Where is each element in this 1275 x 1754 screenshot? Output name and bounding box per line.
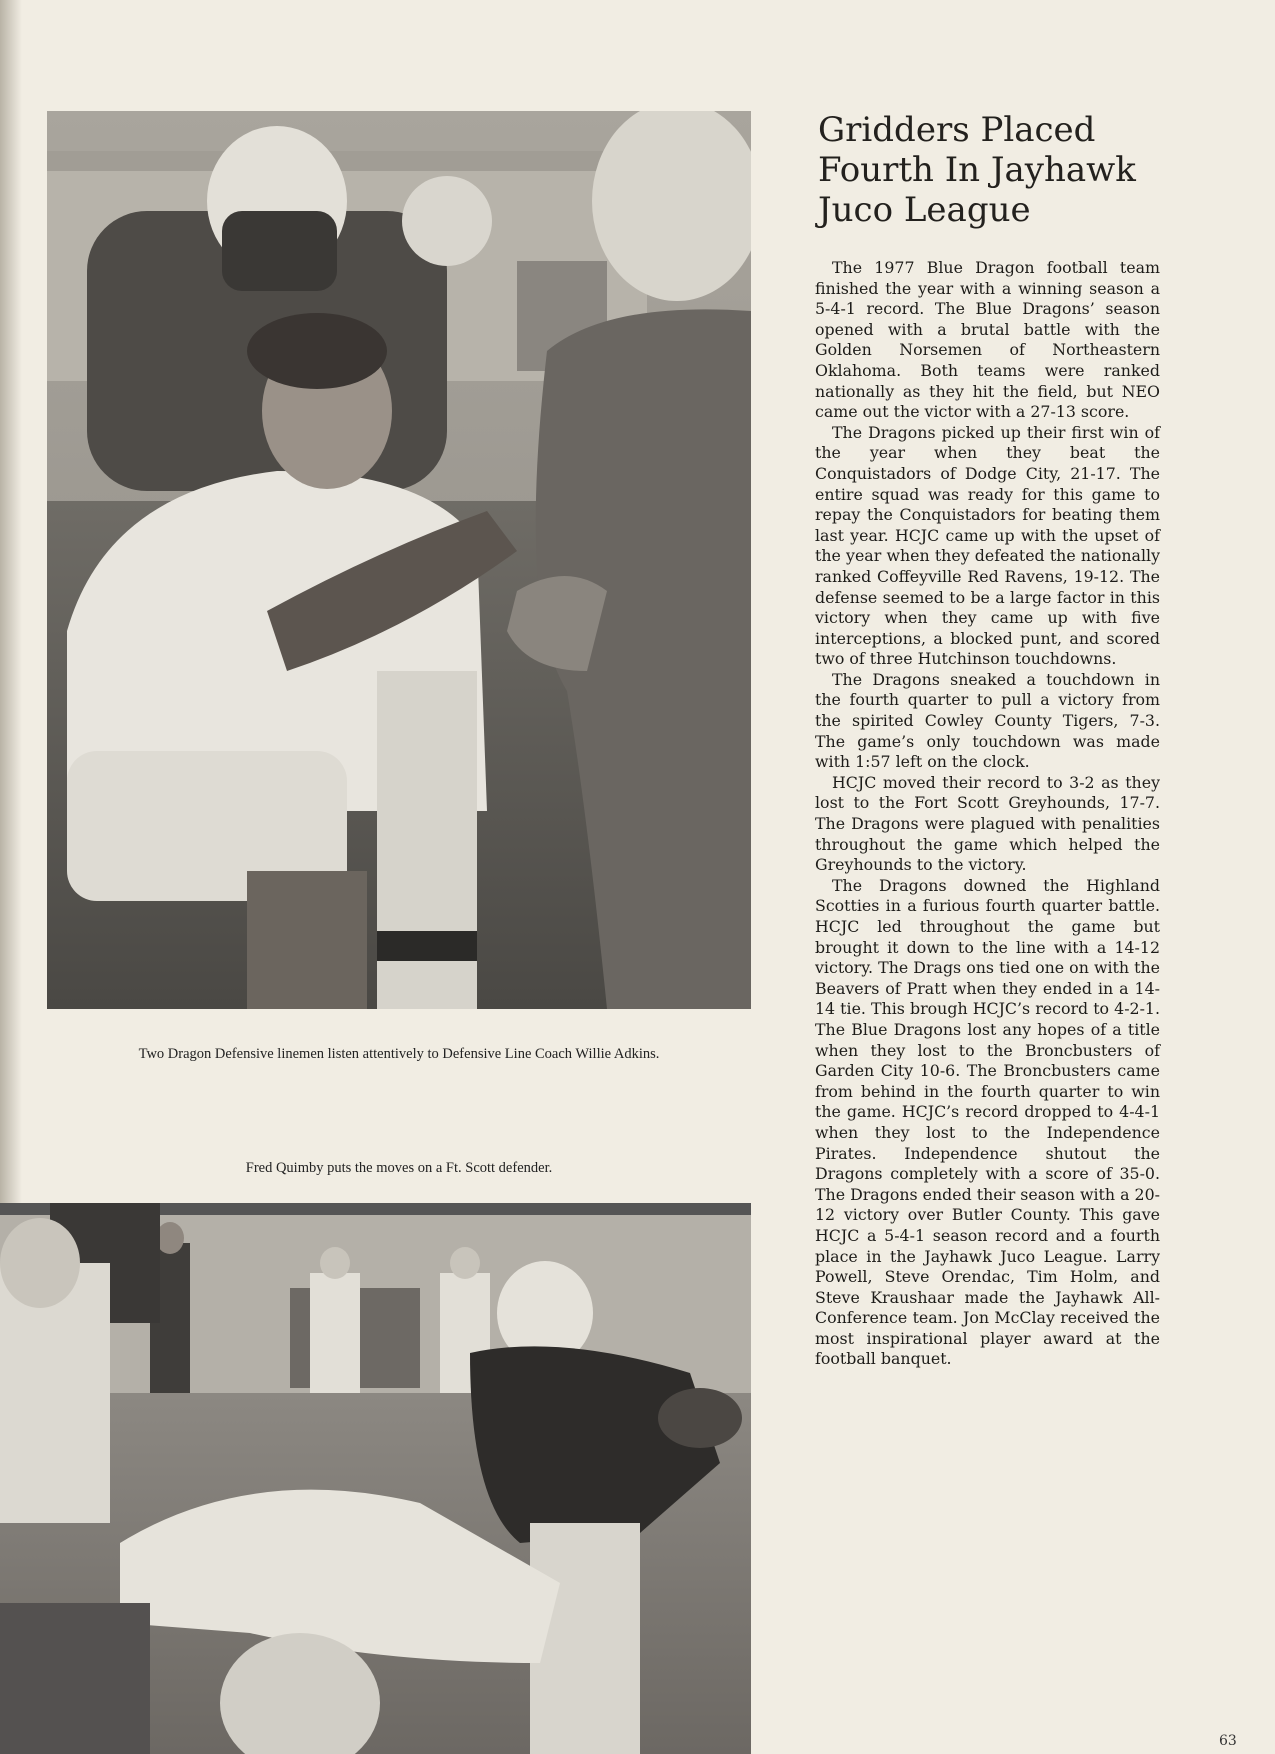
photo-coach-and-linemen-image (47, 111, 751, 1009)
article-paragraph: HCJC moved their record to 3-2 as they lost to the Fort Scott Greyhounds, 17-7. The Dragons were plagued with penalities throughout the game which helped the Greyhounds to the victory. (815, 772, 1160, 875)
photo-ball-carrier-image (0, 1203, 751, 1754)
article-paragraph: The Dragons downed the Highland Scotties in a furious fourth quarter battle. HCJC led throughout the game but brought it down to the line with a 14-12 victory. The Drags ons tied one on with the Beavers of Pratt when they ended in a 14-14 tie. This brough HCJC’s record to 4-2-1. The Blue Dragons lost any hopes of a title when they lost to the Broncbusters of Garden City 10-6. The Broncbusters came from behind in the fourth quarter to win the game. HCJC’s record dropped to 4-4-1 when they lost to the Independence Pirates. Independence shutout the Dragons completely with a score of 35-0. The Dragons ended their season with a 20-12 victory over Butler County. This gave HCJC a 5-4-1 season record and a fourth place in the Jayhawk Juco League. Larry Powell, Steve Orendac, Tim Holm, and Steve Kraushaar made the Jayhawk All-Conference team. Jon McClay received the most inspirational player award at the football banquet. (815, 875, 1160, 1369)
article-paragraph: The Dragons sneaked a touchdown in the fourth quarter to pull a victory from the spirited Cowley County Tigers, 7-3. The game’s only touchdown was made with 1:57 left on the clock. (815, 669, 1160, 772)
article-paragraph: The 1977 Blue Dragon football team finished the year with a winning season a 5-4-1 record. The Blue Dragons’ season opened with a brutal battle with the Golden Norsemen of Northeastern Oklahoma. Both teams were ranked nationally as they hit the field, but NEO came out the victor with a 27-13 score. (815, 258, 1160, 422)
page-number: 63 (1219, 1733, 1237, 1749)
article-paragraph: The Dragons picked up their first win of the year when they beat the Conquistadors of Dodge City, 21-17. The entire squad was ready for this game to repay the Conquistadors for beating them last year. HCJC came up with the upset of the year when they defeated the nationally ranked Coffeyville Red Ravens, 19-12. The defense seemed to be a large factor in this victory when they came up with five interceptions, a blocked punt, and scored two of three Hutchinson touchdowns. (815, 422, 1160, 669)
photo-ball-carrier (0, 1203, 751, 1754)
caption-bottom-photo: Fred Quimby puts the moves on a Ft. Scott defender. (245, 1160, 553, 1176)
photo-coach-and-linemen (47, 111, 751, 1009)
caption-top-photo: Two Dragon Defensive linemen listen attentively to Defensive Line Coach Willie Adkins. (138, 1046, 660, 1062)
article-body (815, 258, 1160, 1370)
article-headline: Gridders Placed Fourth In Jayhawk Juco League (818, 110, 1136, 230)
